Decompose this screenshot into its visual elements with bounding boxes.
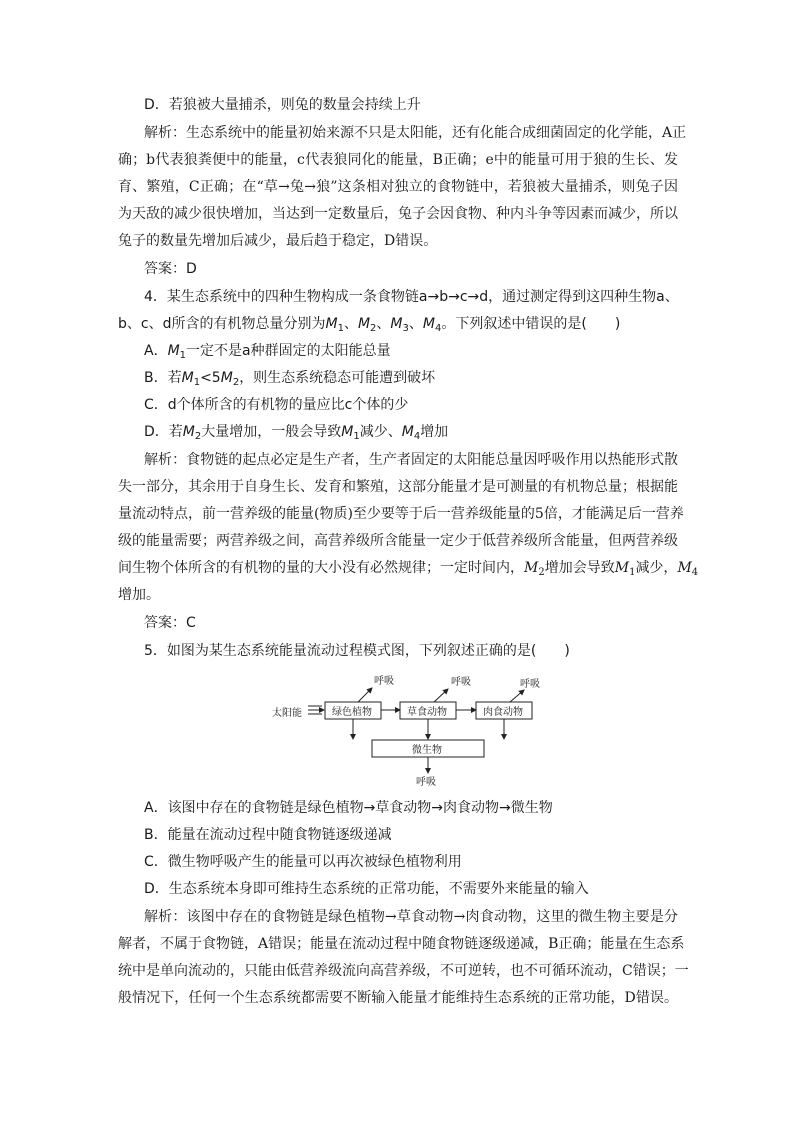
subscript: 1: [353, 431, 360, 442]
q5-option-b: B．能量在流动过程中随食物链逐级递减: [144, 827, 392, 843]
option-prefix: D．若: [144, 424, 183, 440]
diagram-sun-label: 太阳能: [272, 708, 302, 719]
q4-option-a: [144, 342, 678, 365]
q4-stem: 4．某生态系统中的四种生物构成一条食物链a→b→c→d，通过测定得到这四种生物a、: [144, 289, 679, 305]
separator: 、: [343, 316, 358, 332]
q3-answer: 答案：D: [144, 261, 197, 277]
option-text: ，则生态系统稳态可能遭到破坏: [239, 370, 436, 386]
option-text: <5: [200, 370, 221, 386]
q4-stem-text: b、c、d所含的有机物总量分别为: [118, 316, 326, 332]
subscript: 1: [629, 567, 636, 578]
q4-stem-text: 。下列叙述中错误的是( ): [441, 316, 621, 332]
diagram-respiration-label: 呼吸: [374, 676, 394, 687]
diagram-herbivores-label: 草食动物: [407, 707, 447, 718]
q5-analysis-line: 解析：该图中存在的食物链是绿色植物→草食动物→肉食动物，这里的微生物主要是分: [144, 909, 678, 925]
q5-stem: 5．如图为某生态系统能量流动过程模式图，下列叙述正确的是( ): [144, 643, 570, 659]
option-text: 大量增加，一般会导致: [201, 424, 342, 440]
option-text: 减少、: [359, 424, 402, 440]
diagram-arrow: [510, 690, 524, 702]
subscript: 2: [232, 377, 240, 388]
q4-option-b: [144, 369, 678, 392]
option-prefix: A．: [144, 343, 168, 359]
var-m: M: [614, 560, 630, 576]
var-m: M: [677, 560, 692, 576]
q5-option-c: C．微生物呼吸产生的能量可以再次被绿色植物利用: [144, 854, 462, 870]
diagram-respiration-label: 呼吸: [520, 679, 540, 690]
diagram-plants-label: 绿色植物: [332, 707, 372, 718]
diagram-arrow: [358, 688, 372, 702]
option-text: 一定不是a种群固定的太阳能总量: [186, 343, 391, 359]
q4-analysis-line: 级的能量需要；两营养级之间，高营养级所含能量一定少于低营养级所含能量，但两营养级: [118, 533, 678, 549]
analysis-text: 减少，: [635, 560, 678, 576]
var-m: M: [524, 560, 539, 576]
analysis-text: 增加会导致: [544, 560, 615, 576]
var-m: M: [390, 316, 403, 332]
subscript: 1: [337, 323, 344, 334]
q3-option-d: D．若狼被大量捕杀，则兔的数量会持续上升: [144, 97, 421, 113]
q3-analysis-line: 确；b代表狼粪便中的能量，c代表狼同化的能量，B正确；e中的能量可用于狼的生长、发: [118, 152, 678, 168]
diagram-microbes-label: 微生物: [412, 745, 442, 756]
var-m: M: [325, 316, 338, 332]
option-text: 增加: [420, 424, 449, 440]
q4-analysis-line: 解析：食物链的起点必定是生产者，生产者固定的太阳能总量因呼吸作用以热能形式散: [144, 452, 678, 468]
q3-analysis-line: 为天敌的减少很快增加，当达到一定数量后，兔子会因食物、种内斗争等因素而减少，所以: [118, 206, 678, 222]
var-m: M: [401, 424, 414, 440]
diagram-respiration-label: 呼吸: [416, 777, 436, 788]
q3-analysis-line: 育、繁殖，C正确；在“草→兔→狼”这条相对独立的食物链中，若狼被大量捕杀，则兔子因: [118, 179, 678, 195]
q5-analysis-line: 统中是单向流动的，只能由低营养级流向高营养级，不可逆转，也不可循环流动，C错误；一: [118, 963, 689, 979]
subscript: 4: [691, 567, 699, 578]
subscript: 3: [402, 323, 409, 334]
separator: 、: [408, 316, 423, 332]
subscript: 1: [193, 377, 201, 388]
q3-analysis-line: 解析：生态系统中的能量初始来源不只是太阳能，还有化能合成细菌固定的化学能，A正: [144, 125, 687, 141]
subscript: 4: [434, 323, 442, 334]
q4-analysis-line: [118, 559, 699, 582]
var-m: M: [182, 424, 195, 440]
subscript: 2: [538, 567, 545, 578]
var-m: M: [357, 316, 371, 332]
subscript: 4: [413, 431, 421, 442]
q4-stem: [118, 315, 678, 338]
subscript: 2: [194, 431, 202, 442]
var-m: M: [422, 316, 435, 332]
var-m: M: [181, 370, 194, 386]
q4-analysis-line: 失一部分，其余用于自身生长、发育和繁殖，这部分能量才是可测量的有机物总量；根据能: [118, 479, 678, 495]
q3-analysis-line: 兔子的数量先增加后减少，最后趋于稳定，D错误。: [118, 233, 438, 249]
subscript: 1: [179, 350, 187, 361]
q5-option-a: A．该图中存在的食物链是绿色植物→草食动物→肉食动物→微生物: [144, 800, 553, 816]
q4-option-d: [144, 423, 678, 446]
q4-analysis-line: 量流动特点，前一营养级的能量(物质)至少要等于后一营养级能量的5倍，才能满足后一营养: [118, 506, 684, 522]
var-m: M: [341, 424, 354, 440]
q4-analysis-line: 增加。: [118, 587, 160, 603]
q4-option-c: C．d个体所含的有机物的量应比c个体的少: [144, 397, 409, 413]
energy-flow-diagram: [270, 672, 550, 792]
q5-option-d: D．生态系统本身即可维持生态系统的正常功能，不需要外来能量的输入: [144, 881, 589, 897]
diagram-respiration-label: 呼吸: [451, 677, 471, 688]
analysis-text: 间生物个体所含的有机物的量的大小没有必然规律；一定时间内，: [118, 560, 524, 576]
separator: 、: [376, 316, 391, 332]
subscript: 2: [370, 323, 377, 334]
var-m: M: [220, 370, 233, 386]
q5-analysis-line: 般情况下，任何一个生态系统都需要不断输入能量才能维持生态系统的正常功能，D错误。: [118, 990, 678, 1006]
diagram-arrow: [434, 689, 448, 702]
q4-answer: 答案：C: [144, 615, 196, 631]
option-prefix: B．若: [144, 370, 182, 386]
var-m: M: [167, 343, 180, 359]
diagram-carnivores-label: 肉食动物: [483, 707, 523, 718]
q5-analysis-line: 解者，不属于食物链，A错误；能量在流动过程中随食物链逐级递减，B正确；能量在生态系: [118, 936, 685, 952]
